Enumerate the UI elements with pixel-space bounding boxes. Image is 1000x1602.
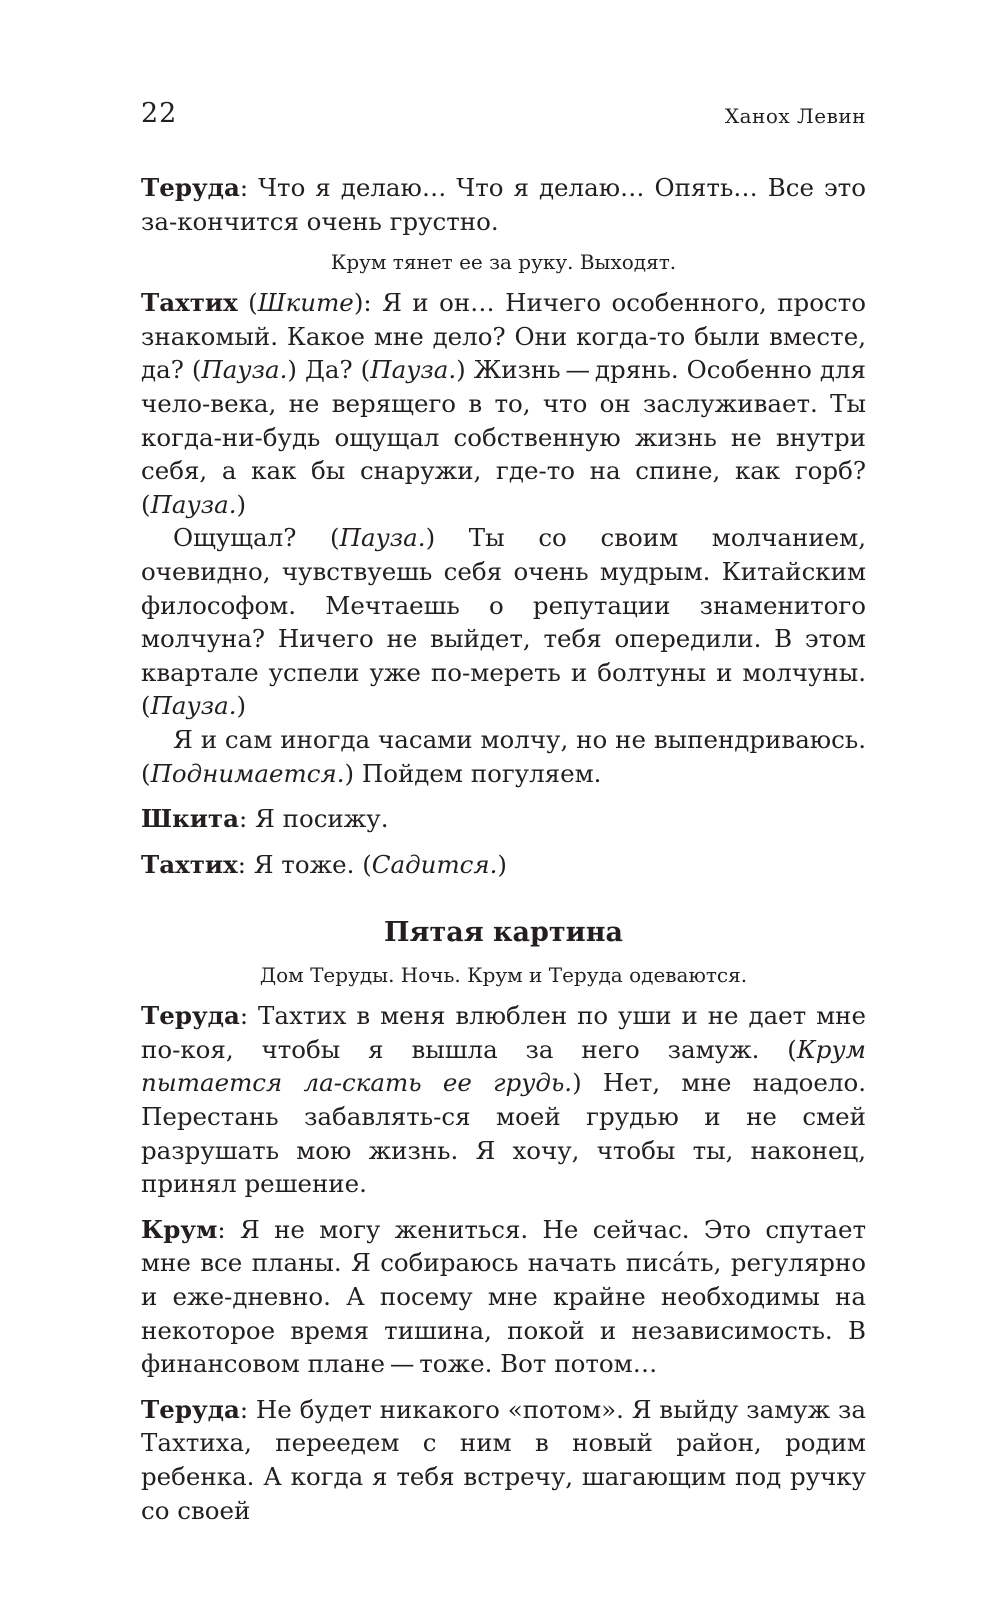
speaker-name: Теруда: [141, 1394, 240, 1424]
dialogue-line: [141, 802, 866, 836]
page-number: 22: [141, 98, 178, 129]
italic-remark: Крум пытается ла-скать ее грудь.: [141, 1034, 866, 1098]
running-head-author: Ханох Левин: [724, 104, 866, 128]
speaker-name: Шкита: [141, 804, 239, 834]
speaker-name: Крум: [141, 1214, 218, 1244]
italic-remark: Пауза.: [339, 523, 426, 553]
dialogue-continuation: [141, 723, 866, 790]
line-text: ) Пойдем погуляем.: [344, 758, 602, 788]
line-text: ) Жизнь — дрянь. Особенно для чело-века, не верящего в то, что он заслуживает. Ты когда-ни-будь ощущал собственную жизнь не внутри себя, а как бы снаружи, где-то на спине, как горб? (: [141, 355, 866, 519]
scene-title: Пятая картина: [384, 917, 623, 949]
line-text: ): Я и он… Ничего особенного, просто знакомый. Какое мне дело? Они когда-то были вместе, да? (: [141, 288, 866, 385]
italic-remark: Поднимается.: [150, 758, 345, 788]
line-text: ) Да? (: [287, 355, 371, 385]
line-text: : Что я делаю… Что я делаю… Опять… Все это за-кончится очень грустно.: [141, 173, 866, 236]
stage-direction: Дом Теруды. Ночь. Крум и Теруда одеваются.: [259, 963, 748, 988]
italic-remark: Пауза.: [201, 355, 288, 385]
dialogue-line: [141, 999, 866, 1201]
italic-remark: Пауза.: [150, 489, 237, 519]
speaker-name: Теруда: [141, 1001, 240, 1031]
dialogue-line: [141, 1213, 866, 1381]
line-text: : Тахтих в меня влюблен по уши и не дает мне по-коя, чтобы я вышла за него замуж. (: [141, 1001, 866, 1064]
italic-remark: Пауза.: [370, 355, 457, 385]
line-text: Я и сам иногда часами молчу, но не выпендриваюсь. (: [141, 724, 866, 788]
dialogue-line: [141, 848, 866, 882]
line-text: : Не будет никакого «потом». Я выйду замуж за Тахтиха, переедем с ним в новый район, родим ребенка. А когда я тебя встречу, шагающим под ручку со своей: [141, 1394, 866, 1525]
line-text: ): [236, 489, 247, 519]
line-text: ) Ты со своим молчанием, очевидно, чувствуешь себя очень мудрым. Китайским философом. Мечтаешь о репутации знаменитого молчуна? Ничего не выйдет, тебя опередили. В этом квартале успели уже по-мереть и болтуны и молчуны. (: [141, 523, 866, 721]
line-text: : Я тоже. (: [237, 849, 372, 879]
line-text: (: [237, 288, 258, 318]
line-text: : Я посижу.: [239, 804, 389, 834]
dialogue-continuation: [141, 521, 866, 723]
line-text: ): [497, 849, 507, 879]
italic-remark: Пауза.: [150, 691, 237, 721]
line-text: : Я не могу жениться. Не сейчас. Это спутает мне все планы. Я собираюсь начать писáть, регулярно и еже-дневно. А посему мне крайне необходимы на некоторое время тишина, покой и независимость. В финансовом плане — тоже. Вот потом…: [141, 1214, 866, 1379]
page-header: [141, 98, 866, 138]
stage-direction: Крум тянет ее за руку. Выходят.: [330, 250, 677, 275]
italic-remark: Садится.: [371, 849, 498, 879]
speaker-name: Теруда: [141, 173, 240, 202]
italic-remark: Шките: [257, 288, 354, 318]
line-text: Ощущал? (: [173, 523, 340, 553]
line-text: ): [236, 691, 247, 721]
page-body: [141, 171, 866, 1527]
speaker-name: Тахтих: [141, 849, 238, 879]
dialogue-line: [141, 171, 866, 238]
speaker-name: Тахтих: [141, 288, 238, 318]
line-text: ) Нет, мне надоело. Перестань забавлять-ся моей грудью и не смей разрушать мою жизнь. Я хочу, чтобы ты, наконец, принял решение.: [141, 1068, 866, 1199]
dialogue-line: [141, 1393, 866, 1527]
dialogue-line: [141, 286, 866, 521]
